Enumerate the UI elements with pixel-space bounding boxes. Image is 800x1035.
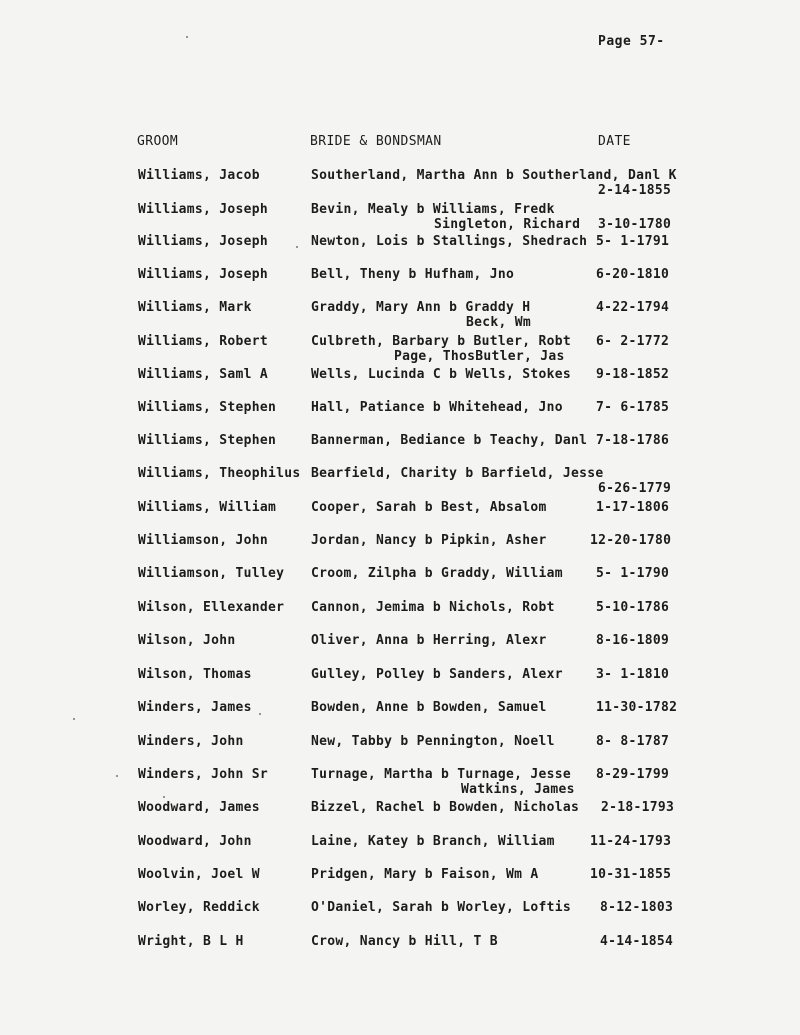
groom-name: Winders, John	[138, 734, 244, 749]
bride-bondsman: Pridgen, Mary b Faison, Wm A	[311, 867, 539, 882]
table-row	[0, 834, 800, 866]
bride-bondsman: Crow, Nancy b Hill, T B	[311, 934, 498, 949]
table-row	[0, 867, 800, 899]
groom-name: Williams, Mark	[138, 300, 252, 315]
table-row	[0, 566, 800, 598]
column-header-date: DATE	[598, 134, 631, 149]
marriage-date: 5- 1-1791	[596, 234, 670, 249]
groom-name: Winders, James	[138, 700, 252, 715]
marriage-date: 4-22-1794	[596, 300, 670, 315]
page-number: Page 57-	[598, 34, 665, 49]
table-row	[0, 633, 800, 665]
scan-speck	[259, 713, 261, 715]
groom-name: Winders, John Sr	[138, 767, 269, 782]
column-header-bride-bondsman: BRIDE & BONDSMAN	[310, 134, 442, 149]
marriage-date: 5-10-1786	[596, 600, 670, 615]
marriage-date-continued: 2-14-1855	[598, 183, 672, 198]
table-row	[0, 667, 800, 699]
bondsman-continued: Page, ThosButler, Jas	[394, 349, 565, 364]
marriage-date-continued: 6-26-1779	[598, 481, 672, 496]
bondsman-continued: Beck, Wm	[466, 315, 532, 330]
marriage-date: 12-20-1780	[590, 533, 672, 548]
marriage-date: 7-18-1786	[596, 433, 670, 448]
marriage-date: 2-18-1793	[601, 800, 675, 815]
groom-name: Williams, Stephen	[138, 400, 277, 415]
table-row	[0, 700, 800, 732]
marriage-date: 8- 8-1787	[596, 734, 670, 749]
groom-name: Williams, Joseph	[138, 267, 269, 282]
table-row	[0, 533, 800, 565]
groom-name: Wilson, John	[138, 633, 236, 648]
table-row	[0, 900, 800, 932]
table-row	[0, 300, 800, 332]
marriage-date: 7- 6-1785	[596, 400, 670, 415]
table-row	[0, 234, 800, 266]
marriage-date: 8-12-1803	[600, 900, 674, 915]
groom-name: Williams, Robert	[138, 334, 269, 349]
marriage-date: 8-29-1799	[596, 767, 670, 782]
groom-name: Williamson, John	[138, 533, 269, 548]
table-row	[0, 800, 800, 832]
marriage-date: 8-16-1809	[596, 633, 670, 648]
marriage-date: 4-14-1854	[600, 934, 674, 949]
bondsman-continued: Singleton, Richard	[434, 217, 581, 232]
bride-bondsman: New, Tabby b Pennington, Noell	[311, 734, 555, 749]
groom-name: Williamson, Tulley	[138, 566, 285, 581]
table-row	[0, 600, 800, 632]
groom-name: Williams, Saml A	[138, 367, 269, 382]
bride-bondsman: Croom, Zilpha b Graddy, William	[311, 566, 563, 581]
table-row	[0, 400, 800, 432]
bride-bondsman: Wells, Lucinda C b Wells, Stokes	[311, 367, 572, 382]
table-row	[0, 367, 800, 399]
bride-bondsman: Gulley, Polley b Sanders, Alexr	[311, 667, 563, 682]
bride-bondsman: Cannon, Jemima b Nichols, Robt	[311, 600, 555, 615]
table-row	[0, 334, 800, 366]
groom-name: Worley, Reddick	[138, 900, 260, 915]
marriage-date: 1-17-1806	[596, 500, 670, 515]
bride-bondsman: Newton, Lois b Stallings, Shedrach	[311, 234, 588, 249]
scan-speck	[116, 775, 118, 777]
groom-name: Wilson, Ellexander	[138, 600, 285, 615]
groom-name: Williams, Joseph	[138, 234, 269, 249]
table-row	[0, 202, 800, 234]
bondsman-continued: Watkins, James	[461, 782, 575, 797]
bride-bondsman: Culbreth, Barbary b Butler, Robt	[311, 334, 572, 349]
bride-bondsman: Jordan, Nancy b Pipkin, Asher	[311, 533, 547, 548]
bride-bondsman: O'Daniel, Sarah b Worley, Loftis	[311, 900, 572, 915]
marriage-date: 5- 1-1790	[596, 566, 670, 581]
bride-bondsman: Laine, Katey b Branch, William	[311, 834, 555, 849]
bride-bondsman: Bevin, Mealy b Williams, Fredk	[311, 202, 555, 217]
groom-name: Woolvin, Joel W	[138, 867, 260, 882]
table-row	[0, 500, 800, 532]
groom-name: Woodward, James	[138, 800, 260, 815]
scan-speck	[186, 36, 188, 38]
marriage-date: 3- 1-1810	[596, 667, 670, 682]
bride-bondsman: Hall, Patiance b Whitehead, Jno	[311, 400, 563, 415]
scan-speck	[163, 796, 165, 798]
bride-bondsman: Southerland, Martha Ann b Southerland, Danl K	[311, 168, 677, 183]
bride-bondsman: Bell, Theny b Hufham, Jno	[311, 267, 515, 282]
groom-name: Williams, William	[138, 500, 277, 515]
groom-name: Williams, Theophilus	[138, 466, 301, 481]
marriage-date: 11-24-1793	[590, 834, 672, 849]
bride-bondsman: Bannerman, Bediance b Teachy, Danl	[311, 433, 588, 448]
bride-bondsman: Graddy, Mary Ann b Graddy H	[311, 300, 531, 315]
marriage-date: 6-20-1810	[596, 267, 670, 282]
scan-speck	[296, 246, 298, 248]
groom-name: Williams, Stephen	[138, 433, 277, 448]
bride-bondsman: Bearfield, Charity b Barfield, Jesse	[311, 466, 604, 481]
groom-name: Wilson, Thomas	[138, 667, 252, 682]
bride-bondsman: Bowden, Anne b Bowden, Samuel	[311, 700, 547, 715]
table-row	[0, 466, 800, 498]
table-row	[0, 267, 800, 299]
marriage-date: 11-30-1782	[596, 700, 678, 715]
groom-name: Williams, Joseph	[138, 202, 269, 217]
table-row	[0, 433, 800, 465]
marriage-date-continued: 3-10-1780	[598, 217, 672, 232]
groom-name: Wright, B L H	[138, 934, 244, 949]
marriage-date: 6- 2-1772	[596, 334, 670, 349]
table-row	[0, 734, 800, 766]
bride-bondsman: Cooper, Sarah b Best, Absalom	[311, 500, 547, 515]
groom-name: Woodward, John	[138, 834, 252, 849]
table-row	[0, 168, 800, 200]
bride-bondsman: Oliver, Anna b Herring, Alexr	[311, 633, 547, 648]
table-row	[0, 934, 800, 966]
groom-name: Williams, Jacob	[138, 168, 260, 183]
bride-bondsman: Turnage, Martha b Turnage, Jesse	[311, 767, 572, 782]
marriage-date: 10-31-1855	[590, 867, 672, 882]
table-row	[0, 767, 800, 799]
bride-bondsman: Bizzel, Rachel b Bowden, Nicholas	[311, 800, 580, 815]
scan-speck	[73, 718, 75, 720]
marriage-date: 9-18-1852	[596, 367, 670, 382]
column-header-groom: GROOM	[137, 134, 179, 149]
